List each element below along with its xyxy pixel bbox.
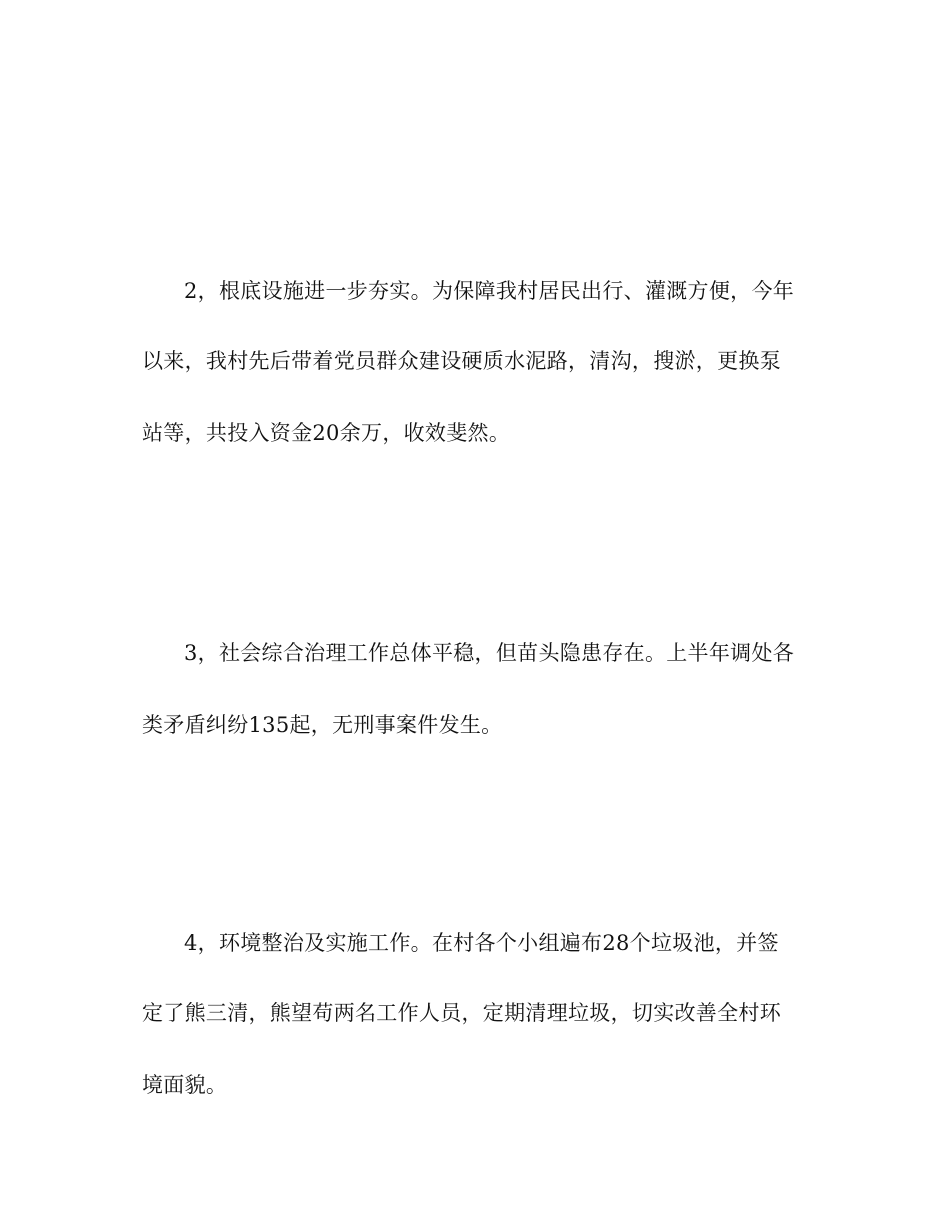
paragraph-line: 站等，共投入资金20余万，收效斐然。 [142, 421, 511, 445]
paragraph-line: 以来，我村先后带着党员群众建设硬质水泥路，清沟，搜淤，更换泵 [142, 349, 781, 373]
paragraph-line: 4，环境整治及实施工作。在村各个小组遍布28个垃圾池，并签 [184, 931, 779, 955]
paragraph-line: 3，社会综合治理工作总体平稳，但苗头隐患存在。上半年调处各 [184, 641, 795, 665]
paragraph-line: 定了熊三清，熊望苟两名工作人员，定期清理垃圾，切实改善全村环 [142, 1001, 781, 1025]
paragraph-line: 境面貌。 [142, 1073, 228, 1097]
paragraph-line: 2，根底设施进一步夯实。为保障我村居民出行、灌溉方便，今年 [184, 279, 795, 303]
paragraph-line: 类矛盾纠纷135起，无刑事案件发生。 [142, 713, 503, 737]
